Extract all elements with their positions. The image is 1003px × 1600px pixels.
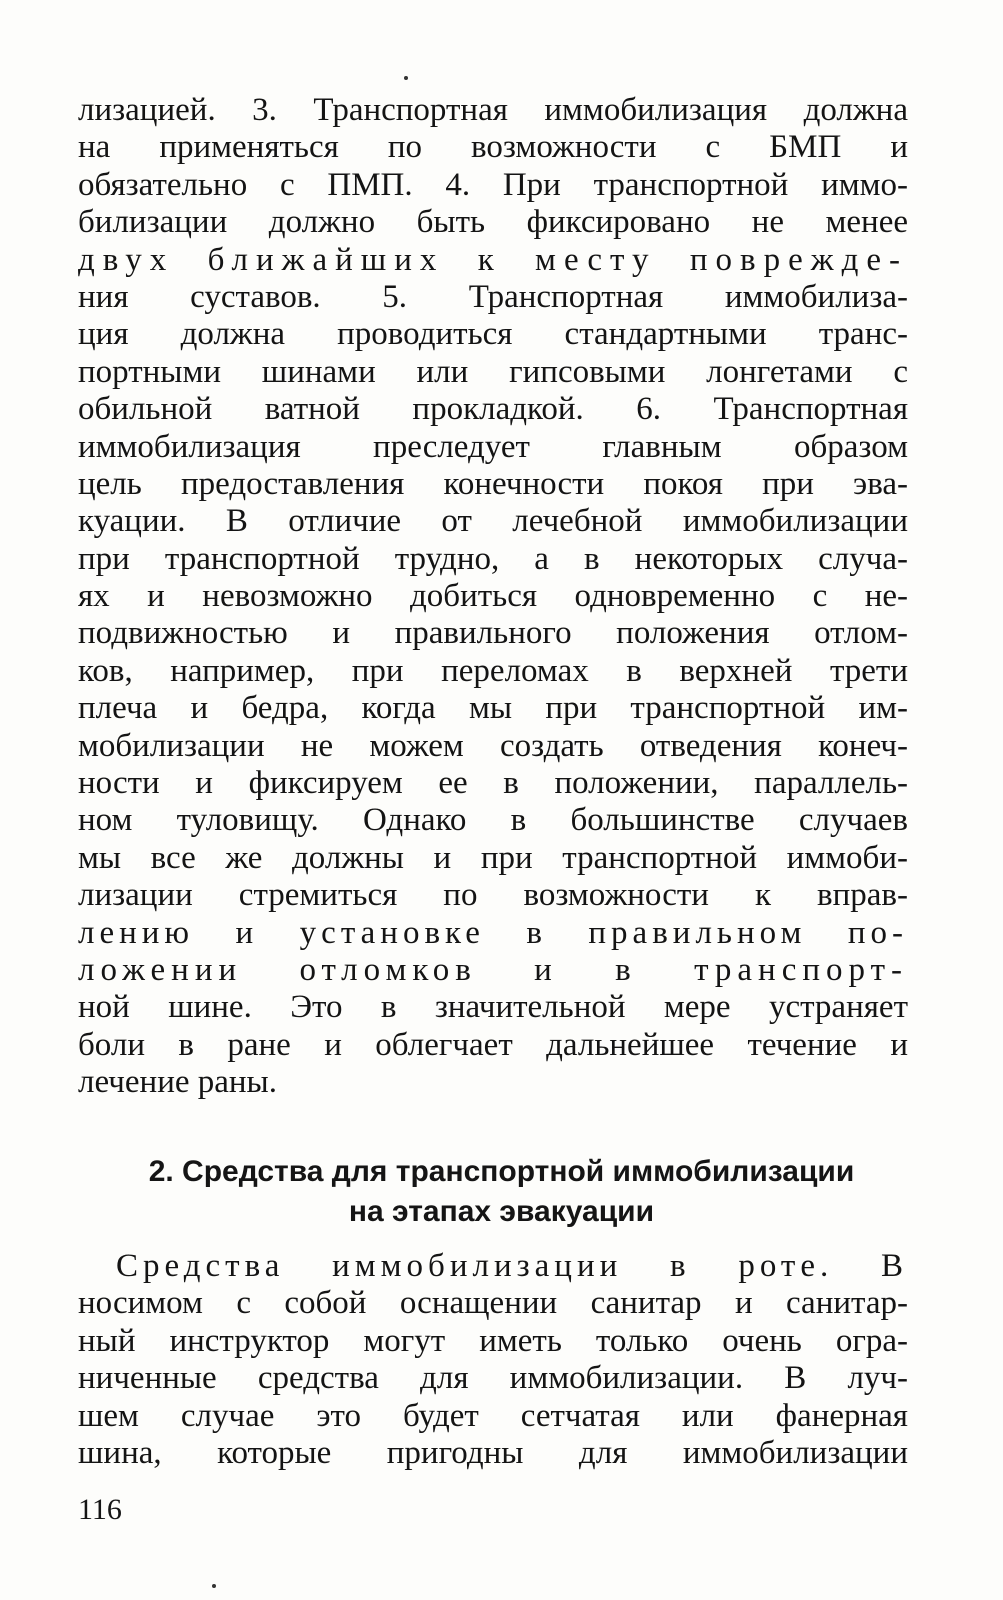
text-line: ный инструктор могут иметь только очень огра- (78, 1322, 908, 1359)
text-line: иммобилизация преследует главным образом (78, 428, 908, 465)
section-text (78, 1248, 908, 1472)
text-line: билизации должно быть фиксировано не менее (78, 204, 908, 241)
page-number: 116 (78, 1493, 122, 1526)
text-line: ниченные средства для иммобилизации. В луч- (78, 1360, 908, 1397)
text-line: ция должна проводиться стандартными транс- (78, 316, 908, 353)
section-heading (60, 1152, 943, 1232)
text-line: носимом с собой оснащении санитар и санитар- (78, 1285, 908, 1322)
text-line: лизации стремиться по возможности к вправ- (78, 877, 908, 914)
text-line: ной шине. Это в значительной мере устраняет (78, 989, 908, 1026)
text-line: шем случае это будет сетчатая или фанерная (78, 1397, 908, 1434)
text-line: ном туловищу. Однако в большинстве случаев (78, 802, 908, 839)
text-line: лению и установке в правильном по- (78, 914, 908, 951)
text-line: мобилизации не можем создать отведения конеч- (78, 727, 908, 764)
text-line: лизацией. 3. Транспортная иммобилизация должна (78, 92, 908, 128)
section-heading-line-2: на этапах эвакуации (348, 1195, 655, 1228)
text-line: Средства иммобилизации в роте. В (116, 1248, 908, 1284)
section-heading-line-1: 2. Средства для транспортной иммобилизации (148, 1155, 855, 1188)
text-line: при транспортной трудно, а в некоторых случа- (78, 540, 908, 577)
text-line: ния суставов. 5. Транспортная иммобилиза- (78, 278, 908, 315)
text-line: плеча и бедра, когда мы при транспортной им- (78, 690, 908, 727)
text-line: ложении отломков и в транспорт- (78, 951, 908, 988)
text-line: подвижностью и правильного положения отлом- (78, 615, 908, 652)
text-line: ности и фиксируем ее в положении, параллель- (78, 765, 908, 802)
text-line: обильной ватной прокладкой. 6. Транспортная (78, 391, 908, 428)
text-line: ях и невозможно добиться одновременно с не- (78, 578, 908, 615)
text-line: куации. В отличие от лечебной иммобилизации (78, 503, 908, 540)
text-line: на применяться по возможности с БМП и (78, 129, 908, 166)
text-line: боли в ране и облегчает дальнейшее течение и (78, 1026, 908, 1063)
text-line: двух ближайших к месту поврежде- (78, 241, 908, 278)
text-line: цель предоставления конечности покоя при эва- (78, 465, 908, 502)
text-line: портными шинами или гипсовыми лонгетами с (78, 353, 908, 390)
text-line: ков, например, при переломах в верхней трети (78, 652, 908, 689)
text-line: шина, которые пригодны для иммобилизации (78, 1434, 908, 1471)
print-speck (404, 76, 408, 80)
body-text (78, 92, 908, 1102)
text-line: обязательно с ПМП. 4. При транспортной иммо- (78, 166, 908, 203)
print-speck (212, 1584, 216, 1588)
text-line: мы все же должны и при транспортной иммоби- (78, 839, 908, 876)
text-line: лечение раны. (78, 1064, 277, 1101)
